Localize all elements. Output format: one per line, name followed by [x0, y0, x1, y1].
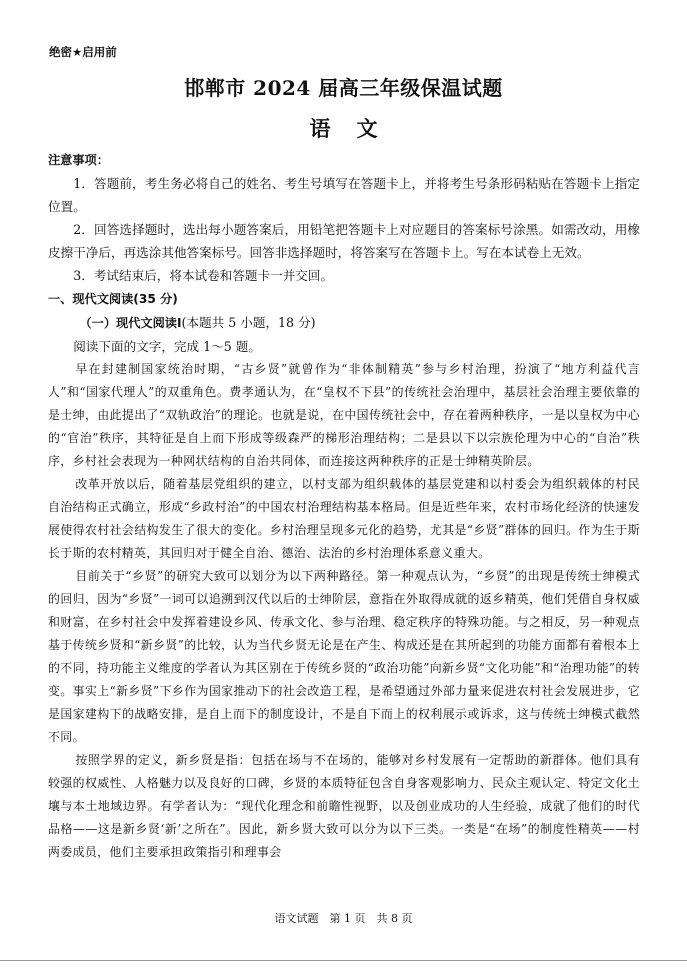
bottom-divider [0, 960, 687, 961]
subsection-note: (本题共 5 小题，18 分) [181, 314, 316, 330]
exam-title: 邯郸市 2024 届高三年级保温试题 [184, 76, 503, 100]
notice-item: 3．考试结束后，将本试卷和答题卡一并交回。 [73, 268, 334, 284]
notice-item: 1．答题前，考生务必将自己的姓名、考生号填写在答题卡上，并将考生号条形码粘贴在答题卡上指定位置。 [48, 176, 640, 215]
page-footer: 语文试题 第 1 页 共 8 页 [274, 912, 413, 925]
article-paragraph: 改革开放以后，随着基层党组织的建立，以村支部为组织载体的基层党建和以村委会为组织载体的村民自治结构正式确立，形成“乡政村治”的中国农村治理结构基本格局。但是近些年来，农村市场化经济的快速发展使得农村社会结构发生了很大的变化。乡村治理呈现多元化的趋势，尤其是“乡贤”群体的回归。作为生于斯长于斯的农村精英，其回归对于健全自治、德治、法治的乡村治理体系意义重大。 [48, 476, 640, 560]
article-paragraph: 按照学界的定义，新乡贤是指：包括在场与不在场的，能够对乡村发展有一定帮助的新群体。他们具有较强的权威性、人格魅力以及良好的口碑，乡贤的本质特征包含自身客观影响力、民众主观认定、特定文化土壤与本土地域边界。有学者认为：“现代化理念和前瞻性视野，以及创业成功的人生经验，成就了他们的时代品格——这是新乡贤‘新’之所在”。因此，新乡贤大致可以分为以下三类。一类是“在场”的制度性精英——村两委成员，他们主要承担政策指引和理事会 [48, 752, 640, 859]
subsection-title: （一）现代文阅读Ⅰ [79, 315, 182, 330]
article-paragraph: 早在封建制国家统治时期，“古乡贤”就曾作为“非体制精英”参与乡村治理，扮演了“地方利益代言人”和“国家代理人”的双重角色。费孝通认为，在“皇权不下县”的传统社会治理中，基层社会治理主要依靠的是士绅，由此提出了“双轨政治”的理论。也就是说，在中国传统社会中，存在着两种秩序，一是以皇权为中心的“官治”秩序，其特征是自上而下形成等级森严的梯形治理结构；二是县以下以宗族伦理为中心的“自治”秩序，乡村社会表现为一种网状结构的自治共同体，而连接这两种秩序的正是士绅精英阶层。 [48, 361, 640, 468]
notice-heading: 注意事项： [48, 153, 109, 167]
article [48, 358, 640, 864]
section-heading: 一、现代文阅读(35 分) [48, 291, 178, 306]
reading-instruction: 阅读下面的文字，完成 1～5 题。 [73, 338, 261, 354]
page-body [48, 149, 640, 864]
subject-title: 语文 [309, 116, 404, 141]
subsection-heading [48, 311, 640, 335]
notice-item: 2．回答选择题时，选出每小题答案后，用铅笔把答题卡上对应题目的答案标号涂黑。如需改动，用橡皮擦干净后，再选涂其他答案标号。回答非选择题时，将答案写在答题卡上。写在本试卷上无效。 [48, 222, 640, 261]
article-paragraph: 目前关于“乡贤”的研究大致可以划分为以下两种路径。第一种观点认为，“乡贤”的出现是传统士绅模式的回归，因为“乡贤”一词可以追溯到汉代以后的士绅阶层，意指在外取得成就的返乡精英，他们凭借自身权威和财富，在乡村社会中发挥着建设乡风、传承文化、参与治理、稳定秩序的特殊功能。与之相反，另一种观点基于传统乡贤和“新乡贤”的比较，认为当代乡贤无论是在产生、构成还是在其所起到的功能方面都有着根本上的不同，持功能主义维度的学者认为其区别在于传统乡贤的“政治功能”向新乡贤“文化功能”和“治理功能”的转变。事实上“新乡贤”下乡作为国家推动下的社会改造工程，是希望通过外部力量来促进农村社会发展进步，它是国家建构下的战略安排，是自上而下的制度设计，不是自下而上的权利展示或诉求，这与传统士绅模式截然不同。 [48, 568, 640, 744]
confidential-label: 绝密★启用前 [49, 45, 117, 59]
